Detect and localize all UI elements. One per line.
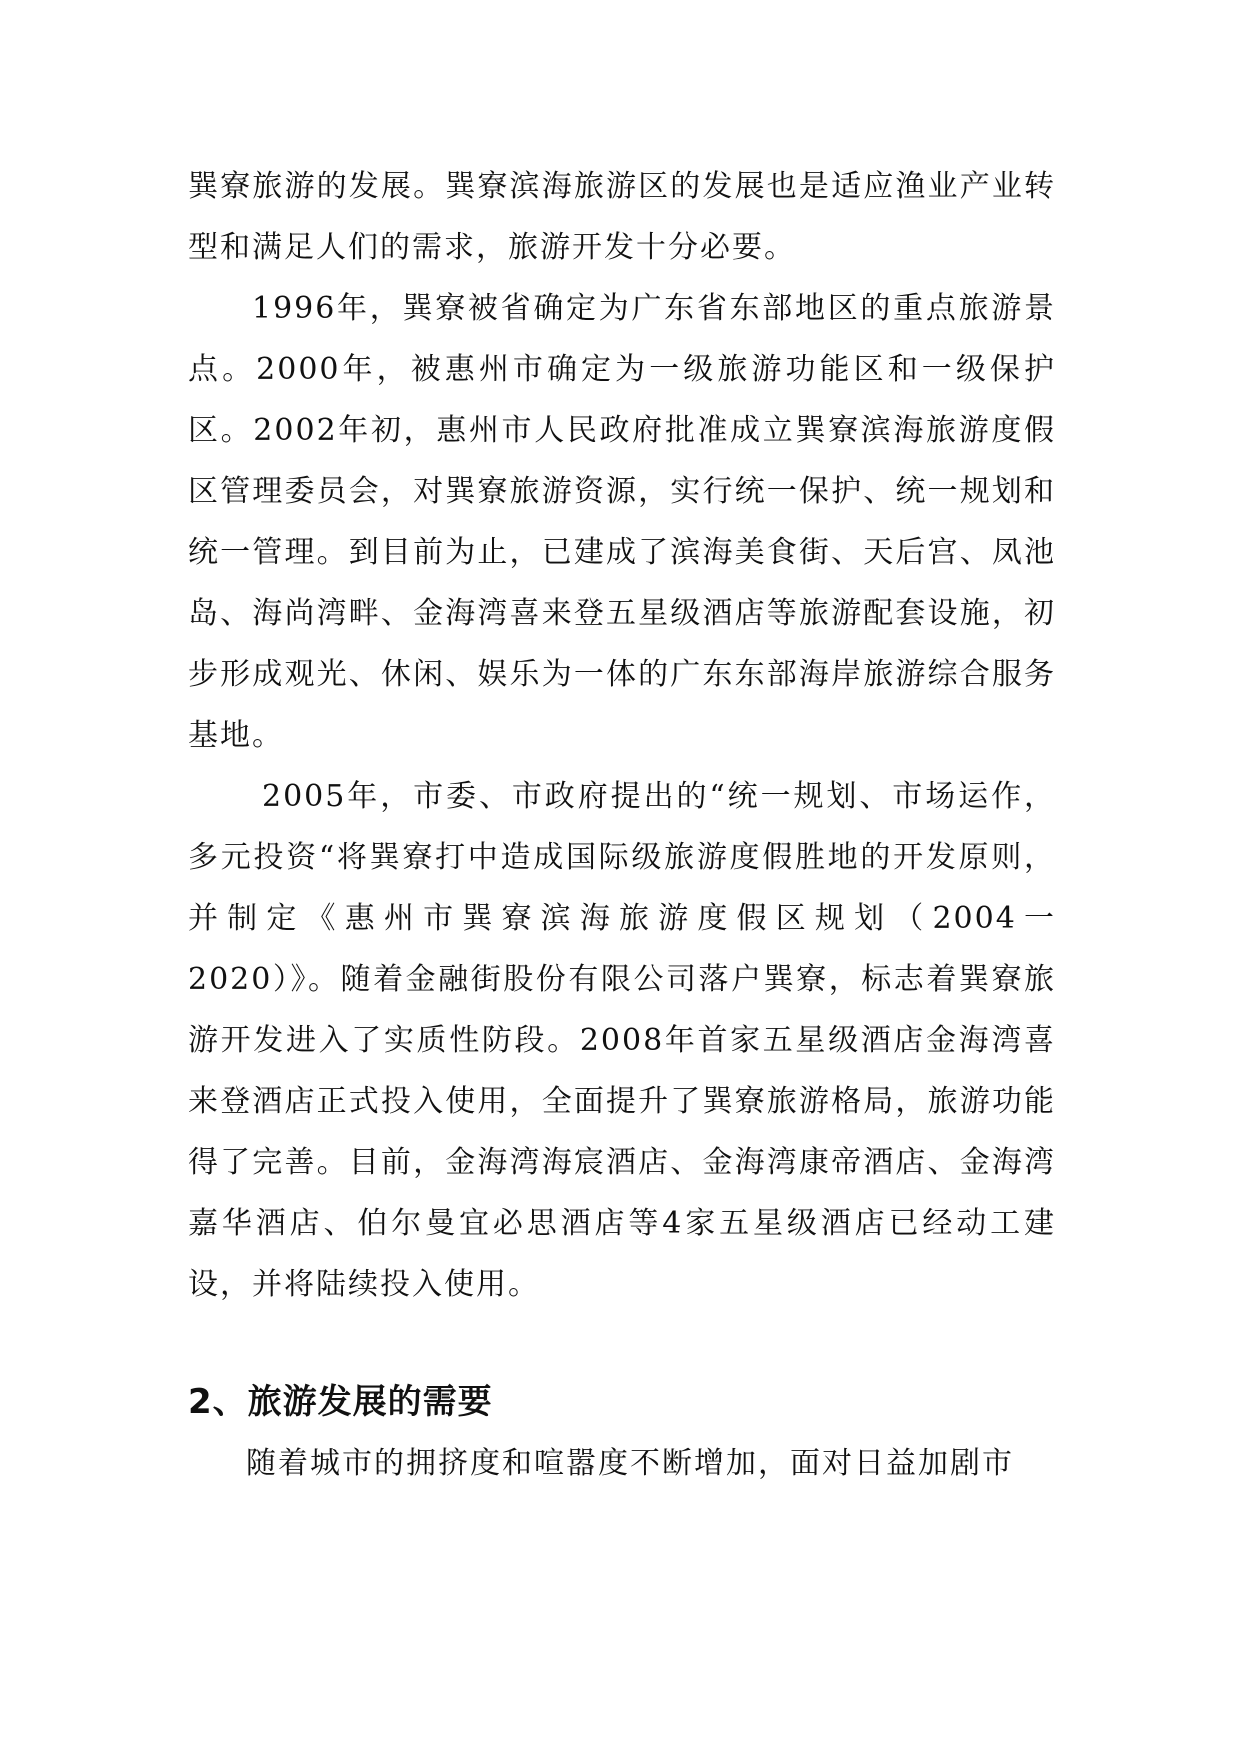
section-heading: 2、旅游发展的需要 bbox=[188, 1382, 493, 1422]
paragraph-1996-history: 1996年，巽寮被省确定为广东省东部地区的重点旅游景点。2000年，被惠州市确定为一级旅游功能区和一级保护区。2002年初，惠州市人民政府批准成立巽寮滨海旅游度假区管理委员会，对巽寮旅游资源，实行统一保护、统一规划和统一管理。到目前为止，已建成了滨海美食街、天后宫、凤池岛、海尚湾畔、金海湾喜来登五星级酒店等旅游配套设施，初步形成观光、休闲、娱乐为一体的广东东部海岸旅游综合服务基地。 bbox=[188, 291, 1056, 753]
paragraph-xunliao-development: 巽寮旅游的发展。巽寮滨海旅游区的发展也是适应渔业产业转型和满足人们的需求，旅游开发十分必要。 bbox=[188, 169, 1056, 265]
paragraph-tourism-needs: 随着城市的拥挤度和喧嚣度不断增加，面对日益加剧市 bbox=[246, 1446, 1014, 1481]
document-body bbox=[188, 156, 1056, 1494]
paragraph-2005-planning: 2005年，市委、市政府提出的“统一规划、市场运作，多元投资“将巽寮打中造成国际级旅游度假胜地的开发原则，并制定《惠州市巽寮滨海旅游度假区规划（2004一2020）》。随着金融街股份有限公司落户巽寮，标志着巽寮旅游开发进入了实质性防段。2008年首家五星级酒店金海湾喜来登酒店正式投入使用，全面提升了巽寮旅游格局，旅游功能得了完善。目前，金海湾海宸酒店、金海湾康帝酒店、金海湾嘉华酒店、伯尔曼宜必思酒店等4家五星级酒店已经动工建设，并将陆续投入使用。 bbox=[188, 779, 1056, 1302]
